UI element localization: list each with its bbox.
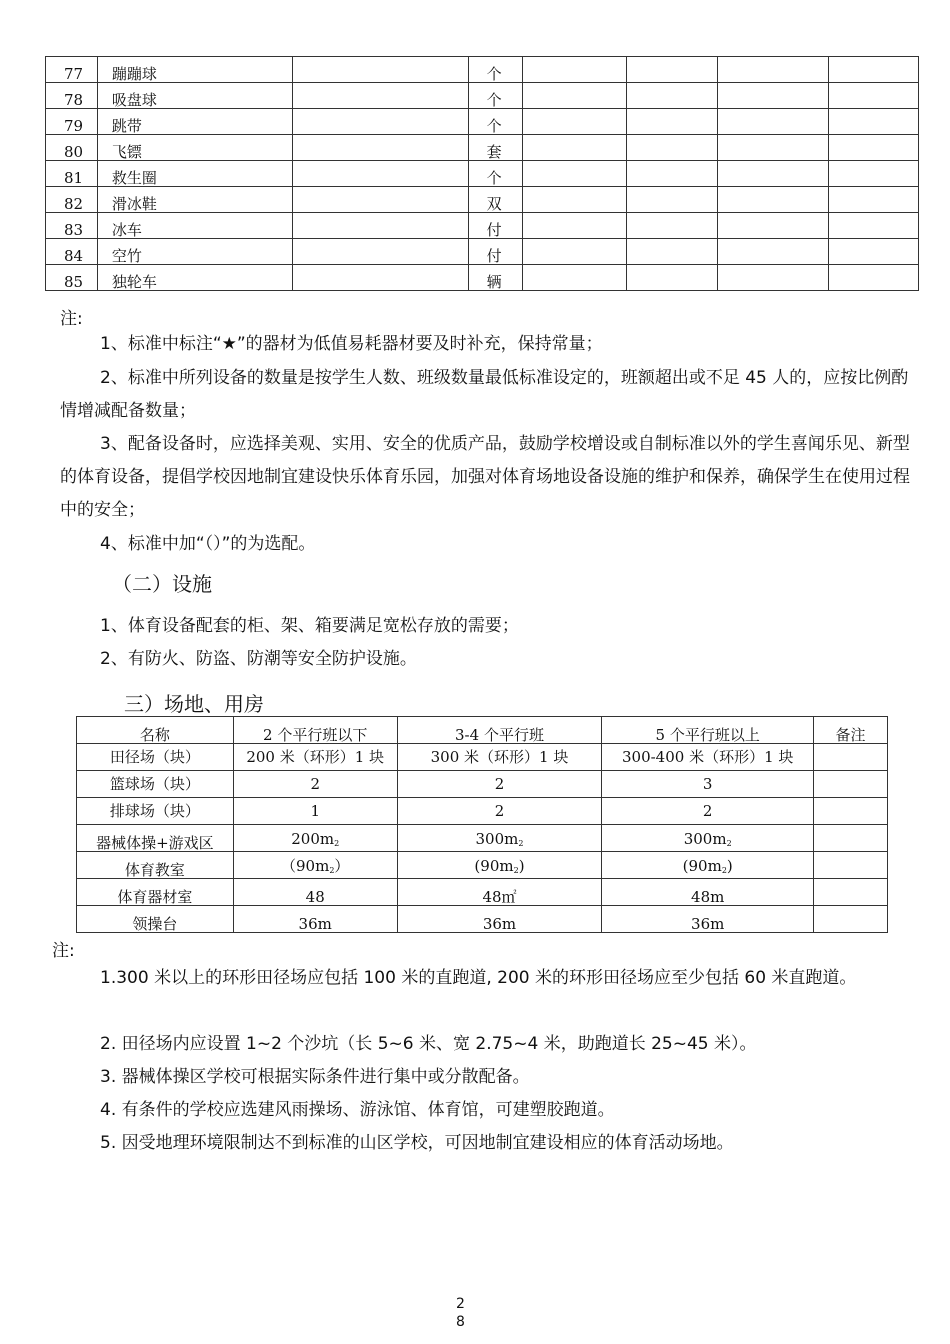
equipment-row [46, 83, 919, 109]
equipment-cell [522, 57, 626, 83]
equipment-cell [828, 135, 918, 161]
venue-name: 排球场（块） [77, 798, 234, 825]
equipment-cell [522, 109, 626, 135]
header-remarks: 备注 [814, 717, 888, 744]
venue-header-row [77, 717, 888, 744]
equipment-spec [292, 239, 468, 265]
venue-name: 领操台 [77, 906, 234, 933]
equipment-unit: 付 [468, 213, 522, 239]
equipment-cell [718, 265, 828, 291]
venue-row [77, 798, 888, 825]
equipment-cell [718, 161, 828, 187]
equipment-cell [626, 265, 717, 291]
header-name: 名称 [77, 717, 234, 744]
venue-value: $(90m_2)$ [602, 852, 814, 879]
unit-superscript: 2 [329, 866, 335, 875]
note-item-2: 2、标准中所列设备的数量是按学生人数、班级数量最低标准设定的，班额超出或不足 45 人的，应按比例酌情增减配备数量； [60, 368, 909, 421]
unit-superscript: 2 [334, 839, 340, 848]
equipment-cell [718, 239, 828, 265]
header-2-classes: 2 个平行班以下 [233, 717, 397, 744]
equipment-unit: 个 [468, 161, 522, 187]
venue-value: 1 [233, 798, 397, 825]
equipment-cell [626, 161, 717, 187]
page-number-2: 8 [456, 1314, 465, 1330]
equipment-cell [626, 57, 717, 83]
equipment-cell [718, 83, 828, 109]
facility-item-1: 1、体育设备配套的柜、架、箱要满足宽松存放的需要； [100, 616, 519, 636]
venue-value: 300-400 米（环形）1 块 [602, 744, 814, 771]
equipment-cell [626, 135, 717, 161]
equipment-row [46, 109, 919, 135]
venue-row [77, 879, 888, 906]
equipment-cell [522, 187, 626, 213]
equipment-cell [718, 135, 828, 161]
equipment-number: 77 [46, 57, 98, 83]
venue-value: 2 [233, 771, 397, 798]
venue-name: 篮球场（块） [77, 771, 234, 798]
equipment-cell [828, 187, 918, 213]
venue-value: $300m_2$ [602, 825, 814, 852]
venue-value: 300 米（环形）1 块 [397, 744, 602, 771]
equipment-name: 蹦蹦球 [97, 57, 292, 83]
venue-row [77, 744, 888, 771]
venue-note-4: 4. 有条件的学校应选建风雨操场、游泳馆、体育馆，可建塑胶跑道。 [100, 1100, 615, 1120]
equipment-cell [828, 57, 918, 83]
notes-label: 注: [60, 309, 83, 329]
venue-value: 48m [602, 879, 814, 906]
venue-note-2: 2. 田径场内应设置 1~2 个沙坑（长 5~6 米、宽 2.75~4 米，助跑道长 25~45 米）。 [100, 1034, 757, 1054]
header-3-4-classes: 3-4 个平行班 [397, 717, 602, 744]
equipment-spec [292, 109, 468, 135]
equipment-cell [626, 213, 717, 239]
equipment-row [46, 239, 919, 265]
venue-value: 36m [233, 906, 397, 933]
equipment-cell [522, 265, 626, 291]
venue-value: $(90m_2)$ [397, 852, 602, 879]
equipment-name: 独轮车 [97, 265, 292, 291]
equipment-number: 79 [46, 109, 98, 135]
venue-value: 2 [397, 798, 602, 825]
equipment-table [45, 56, 919, 291]
venue-value: 36m [397, 906, 602, 933]
section-title-venues: 三）场地、用房 [124, 692, 264, 716]
equipment-name: 空竹 [97, 239, 292, 265]
equipment-row [46, 135, 919, 161]
equipment-name: 跳带 [97, 109, 292, 135]
venue-row [77, 852, 888, 879]
note-item-3: 3、配备设备时，应选择美观、实用、安全的优质产品，鼓励学校增设或自制标准以外的学生喜闻乐见、新型的体育设备，提倡学校因地制宜建设快乐体育乐园，加强对体育场地设备设施的维护和保养，确保学生在使用过程中的安全； [60, 434, 910, 520]
unit-superscript: 2 [518, 839, 524, 848]
equipment-cell [828, 265, 918, 291]
equipment-cell [828, 213, 918, 239]
header-5-classes: 5 个平行班以上 [602, 717, 814, 744]
equipment-spec [292, 135, 468, 161]
equipment-cell [522, 83, 626, 109]
venue-name: 器械体操+游戏区 [77, 825, 234, 852]
venue-remark [814, 825, 888, 852]
equipment-unit: 付 [468, 239, 522, 265]
venue-note-1: 1.300 米以上的环形田径场应包括 100 米的直跑道, 200 米的环形田径场应至少包括 60 米直跑道。 [100, 968, 857, 988]
venue-value: 48 [233, 879, 397, 906]
venue-name: 体育器材室 [77, 879, 234, 906]
equipment-name: 吸盘球 [97, 83, 292, 109]
equipment-spec [292, 265, 468, 291]
equipment-name: 冰车 [97, 213, 292, 239]
note-item-1: 1、标准中标注“★”的器材为低值易耗器材要及时补充，保持常量； [100, 334, 603, 354]
equipment-number: 80 [46, 135, 98, 161]
venue-value: 3 [602, 771, 814, 798]
equipment-cell [626, 83, 717, 109]
equipment-number: 83 [46, 213, 98, 239]
venue-name: 田径场（块） [77, 744, 234, 771]
venue-remark [814, 798, 888, 825]
facility-item-2: 2、有防火、防盗、防潮等安全防护设施。 [100, 649, 417, 669]
page-number-1: 2 [456, 1296, 465, 1312]
venue-value: $(90m_2)$ [233, 852, 397, 879]
equipment-spec [292, 83, 468, 109]
venue-remark [814, 879, 888, 906]
equipment-cell [828, 109, 918, 135]
equipment-row [46, 187, 919, 213]
equipment-unit: 辆 [468, 265, 522, 291]
equipment-cell [718, 57, 828, 83]
equipment-cell [522, 213, 626, 239]
venue-remark [814, 906, 888, 933]
venue-note-5: 5. 因受地理环境限制达不到标准的山区学校，可因地制宜建设相应的体育活动场地。 [100, 1133, 734, 1153]
equipment-name: 救生圈 [97, 161, 292, 187]
venue-value: 2 [397, 771, 602, 798]
equipment-cell [718, 109, 828, 135]
venue-table [76, 716, 888, 933]
equipment-row [46, 213, 919, 239]
venue-name: 体育教室 [77, 852, 234, 879]
equipment-name: 飞镖 [97, 135, 292, 161]
equipment-cell [626, 187, 717, 213]
notes-label-2: 注: [52, 941, 75, 961]
equipment-number: 78 [46, 83, 98, 109]
equipment-number: 82 [46, 187, 98, 213]
unit-superscript: 2 [513, 866, 519, 875]
equipment-spec [292, 187, 468, 213]
equipment-cell [626, 109, 717, 135]
equipment-number: 85 [46, 265, 98, 291]
equipment-spec [292, 161, 468, 187]
venue-remark [814, 771, 888, 798]
venue-row [77, 906, 888, 933]
equipment-spec [292, 57, 468, 83]
equipment-cell [626, 239, 717, 265]
venue-value: 36m [602, 906, 814, 933]
venue-value: $200m_2$ [233, 825, 397, 852]
equipment-name: 滑冰鞋 [97, 187, 292, 213]
equipment-unit: 套 [468, 135, 522, 161]
unit-superscript: 2 [721, 866, 727, 875]
venue-value: 200 米（环形）1 块 [233, 744, 397, 771]
venue-note-3: 3. 器械体操区学校可根据实际条件进行集中或分散配备。 [100, 1067, 530, 1087]
venue-value: 48㎡ [397, 879, 602, 906]
equipment-cell [828, 83, 918, 109]
venue-value: 2 [602, 798, 814, 825]
venue-row [77, 771, 888, 798]
venue-row [77, 825, 888, 852]
venue-remark [814, 744, 888, 771]
equipment-unit: 个 [468, 83, 522, 109]
equipment-unit: 双 [468, 187, 522, 213]
equipment-cell [522, 161, 626, 187]
equipment-number: 81 [46, 161, 98, 187]
equipment-row [46, 265, 919, 291]
equipment-cell [522, 239, 626, 265]
unit-superscript: 2 [726, 839, 732, 848]
equipment-row [46, 161, 919, 187]
venue-remark [814, 852, 888, 879]
equipment-cell [828, 161, 918, 187]
section-title-facilities: （二）设施 [112, 572, 212, 596]
equipment-spec [292, 213, 468, 239]
equipment-cell [718, 213, 828, 239]
equipment-row [46, 57, 919, 83]
venue-value: $300m_2$ [397, 825, 602, 852]
equipment-cell [522, 135, 626, 161]
equipment-cell [718, 187, 828, 213]
equipment-number: 84 [46, 239, 98, 265]
note-item-4: 4、标准中加“（）”的为选配。 [100, 534, 316, 554]
equipment-cell [828, 239, 918, 265]
equipment-unit: 个 [468, 57, 522, 83]
equipment-unit: 个 [468, 109, 522, 135]
